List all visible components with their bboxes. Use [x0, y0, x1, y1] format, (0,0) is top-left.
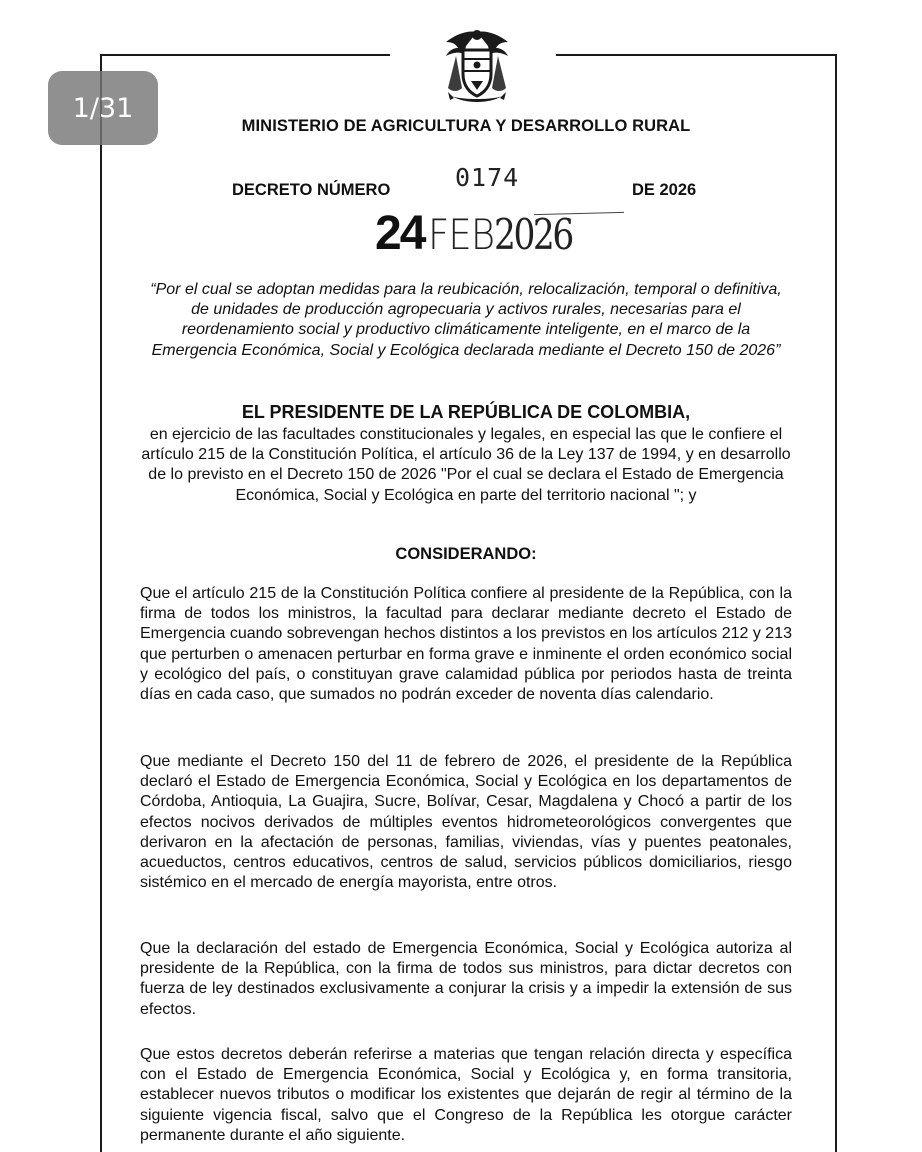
ministry-heading: MINISTERIO DE AGRICULTURA Y DESARROLLO RURAL — [241, 117, 691, 135]
header-rule-right — [556, 54, 835, 56]
header-rule-left — [100, 54, 390, 56]
date-stamp — [375, 206, 588, 266]
decree-year-label: DE 2026 — [632, 181, 697, 199]
considerando-paragraph: Que mediante el Decreto 150 del 11 de febrero de 2026, el presidente de la República declaró el Estado de Emergencia Económica, Social y Ecológica en los departamentos de Córdoba, Antioquia, La Guajira, Sucre, Bolívar, Cesar, Magdalena y Chocó a partir de los efectos nocivos derivados de múltiples eventos hidrometeorológicos convergentes que derivaron en la afectación de personas, familias, viviendas, vías y puentes peatonales, acueductos, centros educativos, centros de salud, servicios públicos domiciliarios, riesgo sistémico en el mercado de energía mayorista, entre otros. — [140, 753, 792, 892]
decree-number-value: 0174 — [455, 163, 520, 192]
page-counter-badge: 1/31 — [48, 71, 158, 145]
date-stamp-month: FEB — [428, 210, 495, 259]
considerando-paragraph: Que el artículo 215 de la Constitución Política confiere al presidente de la República, con la firma de todos los ministros, la facultad para declarar mediante decreto el Estado de Emergencia cuando sobrevengan hechos distintos a los previstos en los artículos 212 y 213 que perturben o amenacen perturbar en forma grave e inminente el orden económico social y ecológico del país, o constituyan grave calamidad pública por periodos hasta de treinta días en cada caso, que sumados no podrán exceder de noventa días calendario. — [140, 585, 792, 704]
date-stamp-year: 2026 — [493, 210, 572, 259]
powers-paragraph: en ejercicio de las facultades constitucionales y legales, en especial las que le confiere el artículo 215 de la Constitución Política, el artículo 36 de la Ley 137 de 1994, y en desarrollo de lo previsto en el Decreto 150 de 2026 "Por el cual se declara el Estado de Emergencia Económica, Social y Ecológica en parte del territorio nacional "; y — [141, 426, 791, 504]
decree-number-label: DECRETO NÚMERO — [232, 181, 391, 199]
colombia-coat-of-arms-icon — [438, 26, 516, 106]
president-heading: EL PRESIDENTE DE LA REPÚBLICA DE COLOMBIA, — [241, 402, 691, 422]
considerando-paragraph: Que la declaración del estado de Emergencia Económica, Social y Ecológica autoriza al presidente de la República, con la firma de todos sus ministros, para dictar decretos con fuerza de ley destinados exclusivamente a conjurar la crisis y a impedir la extensión de sus efectos. — [140, 940, 792, 1018]
considerando-heading: CONSIDERANDO: — [395, 545, 537, 563]
considerando-paragraph: Que estos decretos deberán referirse a materias que tengan relación directa y específica con el Estado de Emergencia Económica, Social y Ecológica y, en forma transitoria, establecer nuevos tributos o modificar los existentes que dejarán de regir al término de la siguiente vigencia fiscal, salvo que el Congreso de la República les otorgue carácter permanente durante el año siguiente. — [140, 1046, 792, 1144]
decree-subject: “Por el cual se adoptan medidas para la reubicación, relocalización, temporal o definitiva, de unidades de producción agropecuaria y activos rurales, necesarias para el reordenamiento social y productivo climáticamente inteligente, en el marco de la Emergencia Económica, Social y Ecológica declarada mediante el Decreto 150 de 2026” — [150, 281, 782, 359]
date-stamp-day: 24 — [375, 207, 425, 260]
